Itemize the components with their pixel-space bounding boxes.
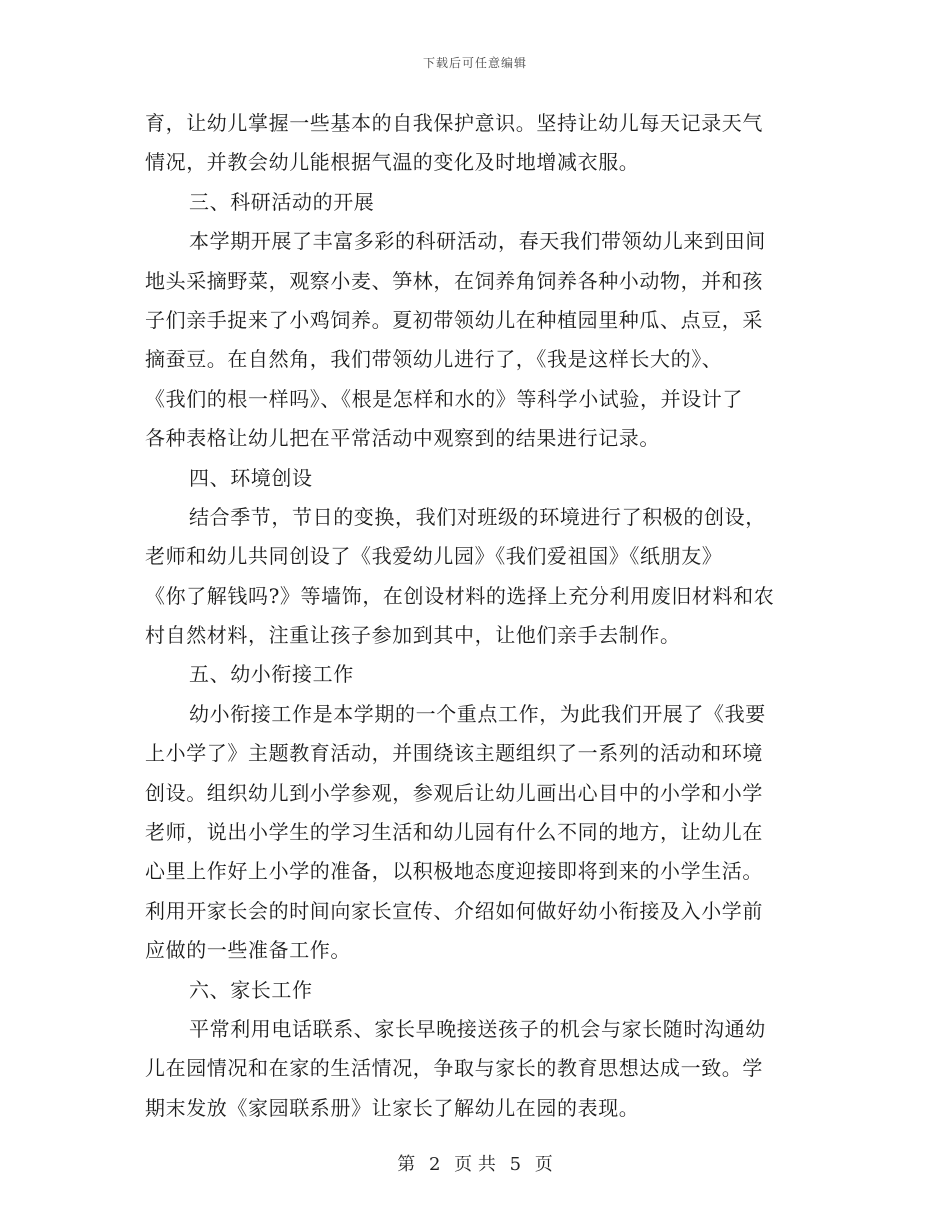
text-line: 利用开家长会的时间向家长宣传、介绍如何做好幼小衔接及入小学前 [145,898,763,923]
text-line: 摘蚕豆。在自然角，我们带领幼儿进行了，《我是这样长大的》、 [145,347,723,372]
text-line: 情况，并教会幼儿能根据气温的变化及时地增减衣服。 [145,150,640,175]
page-header: 下载后可任意编辑 [422,56,527,70]
text-line: 育，让幼儿掌握一些基本的自我保护意识。坚持让幼儿每天记录天气 [145,111,763,135]
text-line: 幼小衔接工作是本学期的一个重点工作，为此我们开展了《我要 [189,701,766,726]
text-line: 《你了解钱吗?》等墙饰，在创设材料的选择上充分利用废旧材料和农 [145,583,775,608]
text-line: 三、科研活动的开展 [189,189,375,214]
text-line: 子们亲手捉来了小鸡饲养。夏初带领幼儿在种植园里种瓜、点豆，采 [145,307,763,332]
text-line: 创设。组织幼儿到小学参观，参观后让幼儿画出心目中的小学和小学 [145,780,763,805]
text-line: 应做的一些准备工作。 [145,938,351,963]
document-body [145,104,805,1128]
text-line: 结合季节，节日的变换，我们对班级的环境进行了积极的创设， [189,504,766,529]
text-line: 四、环境创设 [189,465,313,490]
text-line: 地头采摘野菜，观察小麦、笋林，在饲养角饲养各种小动物，并和孩 [145,268,763,293]
text-line: 六、家长工作 [189,977,313,1002]
text-line: 各种表格让幼儿把在平常活动中观察到的结果进行记录。 [145,426,660,451]
text-line: 上小学了》主题教育活动，并围绕该主题组织了一系列的活动和环境 [145,741,763,766]
footer-suffix: 页 [534,1154,553,1175]
text-line: 心里上作好上小学的准备，以积极地态度迎接即将到来的小学生活。 [145,859,763,884]
text-line: 老师和幼儿共同创设了《我爱幼儿园》《我们爱祖国》《纸朋友》 [145,544,723,569]
text-line: 期末发放《家园联系册》让家长了解幼儿在园的表现。 [145,1095,640,1120]
text-line: 平常利用电话联系、家长早晚接送孩子的机会与家长随时沟通幼 [189,1016,766,1041]
footer-middle: 页 共 [454,1154,496,1175]
footer-page-number: 2 [428,1154,441,1175]
text-line: 老师，说出小学生的学习生活和幼儿园有什么不同的地方，让幼儿在 [145,820,763,845]
text-line: 村自然材料，注重让孩子参加到其中，让他们亲手去制作。 [145,623,681,648]
text-line: 五、幼小衔接工作 [189,662,354,687]
footer-total-pages: 5 [509,1154,522,1175]
page-footer [0,1150,950,1176]
footer-prefix: 第 [397,1154,416,1175]
text-line: 本学期开展了丰富多彩的科研活动，春天我们带领幼儿来到田间 [189,229,766,254]
text-line: 儿在园情况和在家的生活情况，争取与家长的教育思想达成一致。学 [145,1056,763,1081]
text-line: 《我们的根一样吗》、《根是怎样和水的》等科学小试验，并设计了 [145,386,743,411]
